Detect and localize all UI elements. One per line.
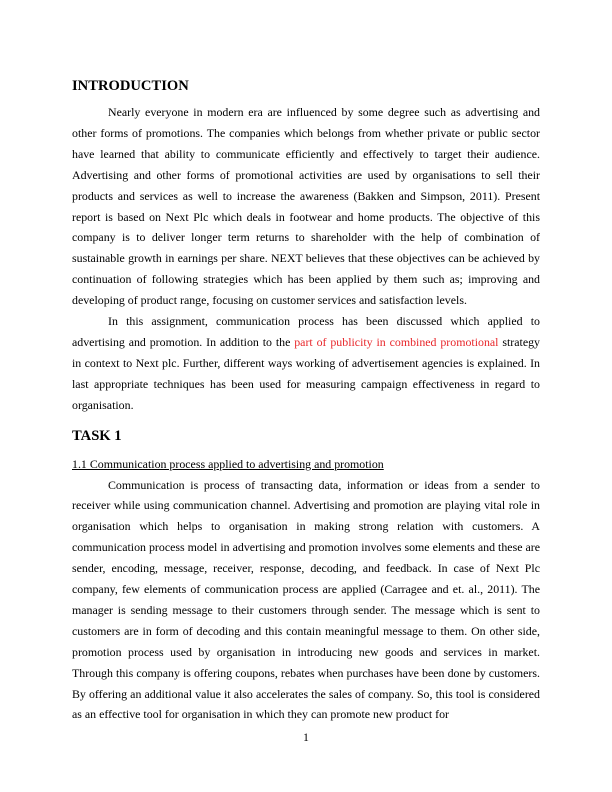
paragraph-2-text-end: strategy in context to Next plc. Further, different ways working of advertisement agencies is explained. In last appropriate techniques has been used for measuring campaign effectiveness in regard to organisation. <box>72 334 540 412</box>
introduction-paragraph-2 <box>72 311 540 416</box>
page-number: 1 <box>303 730 309 744</box>
task-1-subheading: 1.1 Communication process applied to advertising and promotion <box>72 456 384 471</box>
introduction-paragraph-1: Nearly everyone in modern era are influenced by some degree such as advertising and other forms of promotions. The companies which belongs from whether private or public sector have learned that ability to communicate efficiently and effectively to target their audience. Advertising and other forms of promotional activities are used by organisations to sell their products and services as well to increase the awareness (Bakken and Simpson, 2011). Present report is based on Next Plc which deals in footwear and home products. The objective of this company is to deliver longer term returns to shareholder with the help of combination of sustainable growth in earnings per share. NEXT believes that these objectives can be achieved by continuation of following strategies which has been applied by them such as; improving and developing of product range, focusing on customer services and satisfaction levels. <box>72 105 540 308</box>
task-1-heading: TASK 1 <box>72 427 122 444</box>
highlighted-text: part of publicity in combined promotional <box>294 334 499 349</box>
introduction-heading: INTRODUCTION <box>72 78 189 94</box>
paragraph-2-text-start: In this assignment, communication process has been discussed which applied to advertising and promotion. In addition to the <box>72 314 540 349</box>
document-page <box>72 76 540 725</box>
task-1-paragraph-1: Communication is process of transacting data, information or ideas from a sender to receiver while using communication channel. Advertising and promotion are playing vital role in organisation which helps to organisation in making strong relation with customers. A communication process model in advertising and promotion involves some elements and these are sender, encoding, message, receiver, response, decoding, and feedback. In case of Next Plc company, few elements of communication process are applied (Carragee and et. al., 2011). The manager is sending message to their customers through sender. The message which is sent to customers are in form of decoding and this contain meaningful message to them. On other side, promotion process used by organisation in introducing new goods and services in market. Through this company is offering coupons, rebates when purchases have been done by customers. By offering an additional value it also accelerates the sales of company. So, this tool is considered as an effective tool for organisation in which they can promote new product for <box>72 477 540 722</box>
